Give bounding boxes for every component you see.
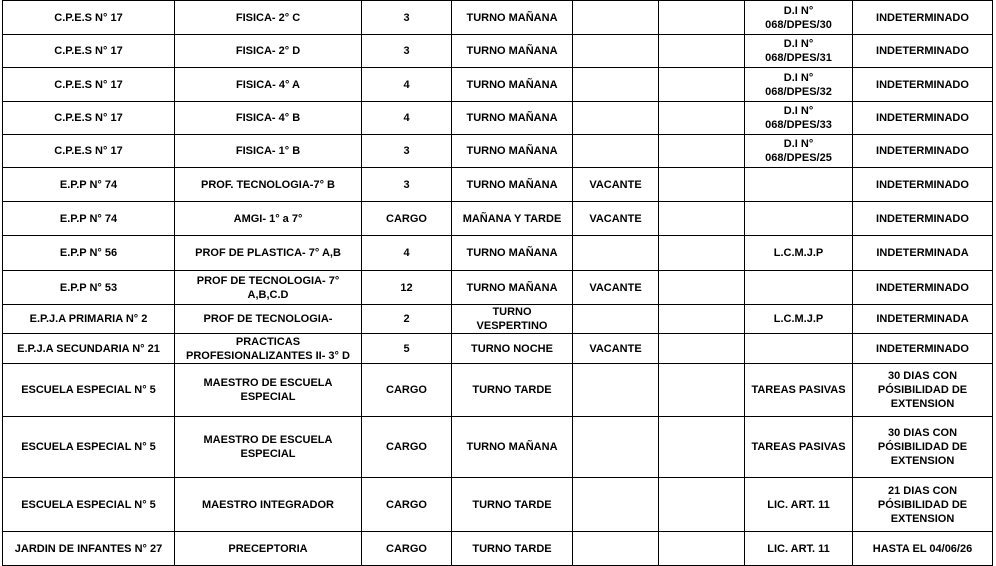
cell-status: VACANTE	[573, 168, 659, 202]
cell-reference: TAREAS PASIVAS	[745, 364, 853, 417]
cell-status: VACANTE	[573, 271, 659, 305]
cell-status: VACANTE	[573, 202, 659, 236]
cell-school: E.P.J.A SECUNDARIA N° 21	[3, 334, 175, 364]
cell-duration: INDETERMINADA	[853, 305, 993, 334]
cell-shift: TURNO MAÑANA	[452, 168, 573, 202]
cell-hours: CARGO	[362, 364, 452, 417]
cell-extra	[659, 236, 745, 271]
cell-reference: D.I N° 068/DPES/25	[745, 135, 853, 168]
cell-duration: 21 DIAS CON PÓSIBILIDAD DE EXTENSION	[853, 478, 993, 532]
cell-subject: PRACTICAS PROFESIONALIZANTES II- 3° D	[175, 334, 362, 364]
cell-duration: INDETERMINADO	[853, 68, 993, 102]
cell-duration: INDETERMINADO	[853, 135, 993, 168]
cell-duration: INDETERMINADO	[853, 102, 993, 135]
cell-duration: INDETERMINADA	[853, 236, 993, 271]
cell-reference: L.C.M.J.P	[745, 305, 853, 334]
cell-shift: TURNO NOCHE	[452, 334, 573, 364]
cell-shift: TURNO MAÑANA	[452, 135, 573, 168]
cell-extra	[659, 334, 745, 364]
cell-status	[573, 135, 659, 168]
cell-reference	[745, 168, 853, 202]
cell-hours: CARGO	[362, 202, 452, 236]
cell-extra	[659, 532, 745, 566]
cell-hours: 3	[362, 168, 452, 202]
cell-hours: 4	[362, 236, 452, 271]
table-row	[3, 305, 993, 334]
cell-school: C.P.E.S N° 17	[3, 102, 175, 135]
cell-school: C.P.E.S N° 17	[3, 1, 175, 35]
cell-shift: TURNO MAÑANA	[452, 102, 573, 135]
cell-status: VACANTE	[573, 334, 659, 364]
table-row	[3, 364, 993, 417]
table-row	[3, 1, 993, 35]
cell-school: C.P.E.S N° 17	[3, 35, 175, 68]
cell-extra	[659, 417, 745, 478]
cell-shift: TURNO MAÑANA	[452, 271, 573, 305]
cell-reference: LIC. ART. 11	[745, 532, 853, 566]
cell-reference: LIC. ART. 11	[745, 478, 853, 532]
cell-hours: CARGO	[362, 417, 452, 478]
cell-hours: 5	[362, 334, 452, 364]
table-row	[3, 417, 993, 478]
cell-hours: 2	[362, 305, 452, 334]
cell-status	[573, 236, 659, 271]
table-row	[3, 102, 993, 135]
cell-subject: PROF. TECNOLOGIA-7° B	[175, 168, 362, 202]
cell-school: ESCUELA ESPECIAL N° 5	[3, 417, 175, 478]
cell-subject: MAESTRO DE ESCUELA ESPECIAL	[175, 417, 362, 478]
cell-shift: TURNO MAÑANA	[452, 35, 573, 68]
cell-extra	[659, 478, 745, 532]
table-row	[3, 236, 993, 271]
table-row	[3, 334, 993, 364]
cell-extra	[659, 35, 745, 68]
cell-duration: 30 DIAS CON PÓSIBILIDAD DE EXTENSION	[853, 364, 993, 417]
cell-subject: MAESTRO INTEGRADOR	[175, 478, 362, 532]
table-row	[3, 532, 993, 566]
cell-shift: TURNO TARDE	[452, 478, 573, 532]
cell-reference: TAREAS PASIVAS	[745, 417, 853, 478]
cell-subject: FISICA- 2° D	[175, 35, 362, 68]
cell-extra	[659, 135, 745, 168]
cell-duration: HASTA EL 04/06/26	[853, 532, 993, 566]
cell-reference	[745, 334, 853, 364]
cell-status	[573, 478, 659, 532]
cell-hours: 4	[362, 102, 452, 135]
cell-shift: TURNO MAÑANA	[452, 236, 573, 271]
cell-reference: D.I N° 068/DPES/32	[745, 68, 853, 102]
table-row	[3, 202, 993, 236]
cell-reference: D.I N° 068/DPES/30	[745, 1, 853, 35]
cell-extra	[659, 364, 745, 417]
cell-extra	[659, 102, 745, 135]
cell-hours: 3	[362, 35, 452, 68]
cell-status	[573, 35, 659, 68]
table-row	[3, 135, 993, 168]
cell-subject: AMGI- 1° a 7°	[175, 202, 362, 236]
table-row	[3, 271, 993, 305]
cell-school: E.P.P N° 74	[3, 168, 175, 202]
cell-shift: TURNO VESPERTINO	[452, 305, 573, 334]
cell-shift: TURNO MAÑANA	[452, 1, 573, 35]
cell-hours: CARGO	[362, 478, 452, 532]
cell-subject: MAESTRO DE ESCUELA ESPECIAL	[175, 364, 362, 417]
cell-subject: PRECEPTORIA	[175, 532, 362, 566]
cell-status	[573, 68, 659, 102]
cell-extra	[659, 271, 745, 305]
cell-school: C.P.E.S N° 17	[3, 68, 175, 102]
cell-duration: INDETERMINADO	[853, 168, 993, 202]
cell-subject: PROF DE TECNOLOGIA- 7° A,B,C.D	[175, 271, 362, 305]
cell-hours: 12	[362, 271, 452, 305]
cell-status	[573, 305, 659, 334]
cell-school: E.P.J.A PRIMARIA N° 2	[3, 305, 175, 334]
cell-duration: INDETERMINADO	[853, 271, 993, 305]
cell-shift: MAÑANA Y TARDE	[452, 202, 573, 236]
vacancies-table	[2, 0, 993, 566]
cell-school: ESCUELA ESPECIAL N° 5	[3, 478, 175, 532]
cell-subject: FISICA- 4° A	[175, 68, 362, 102]
cell-reference	[745, 271, 853, 305]
cell-reference	[745, 202, 853, 236]
table-row	[3, 478, 993, 532]
cell-duration: INDETERMINADO	[853, 334, 993, 364]
cell-school: E.P.P N° 53	[3, 271, 175, 305]
cell-hours: 4	[362, 68, 452, 102]
cell-extra	[659, 68, 745, 102]
cell-extra	[659, 202, 745, 236]
table-row	[3, 168, 993, 202]
cell-reference: D.I N° 068/DPES/33	[745, 102, 853, 135]
cell-school: E.P.P N° 56	[3, 236, 175, 271]
cell-shift: TURNO MAÑANA	[452, 68, 573, 102]
cell-subject: FISICA- 2° C	[175, 1, 362, 35]
cell-duration: 30 DIAS CON PÓSIBILIDAD DE EXTENSION	[853, 417, 993, 478]
cell-shift: TURNO TARDE	[452, 532, 573, 566]
cell-reference: D.I N° 068/DPES/31	[745, 35, 853, 68]
cell-school: JARDIN DE INFANTES N° 27	[3, 532, 175, 566]
cell-hours: 3	[362, 135, 452, 168]
cell-reference: L.C.M.J.P	[745, 236, 853, 271]
cell-shift: TURNO MAÑANA	[452, 417, 573, 478]
table-row	[3, 68, 993, 102]
cell-hours: 3	[362, 1, 452, 35]
cell-extra	[659, 305, 745, 334]
cell-shift: TURNO TARDE	[452, 364, 573, 417]
cell-status	[573, 417, 659, 478]
cell-extra	[659, 1, 745, 35]
cell-status	[573, 102, 659, 135]
cell-subject: FISICA- 1° B	[175, 135, 362, 168]
cell-duration: INDETERMINADO	[853, 35, 993, 68]
cell-status	[573, 1, 659, 35]
cell-duration: INDETERMINADO	[853, 202, 993, 236]
cell-status	[573, 364, 659, 417]
cell-duration: INDETERMINADO	[853, 1, 993, 35]
cell-status	[573, 532, 659, 566]
table-row	[3, 35, 993, 68]
cell-extra	[659, 168, 745, 202]
cell-school: E.P.P N° 74	[3, 202, 175, 236]
cell-subject: PROF DE PLASTICA- 7° A,B	[175, 236, 362, 271]
cell-school: C.P.E.S N° 17	[3, 135, 175, 168]
cell-school: ESCUELA ESPECIAL N° 5	[3, 364, 175, 417]
cell-hours: CARGO	[362, 532, 452, 566]
cell-subject: FISICA- 4° B	[175, 102, 362, 135]
cell-subject: PROF DE TECNOLOGIA-	[175, 305, 362, 334]
